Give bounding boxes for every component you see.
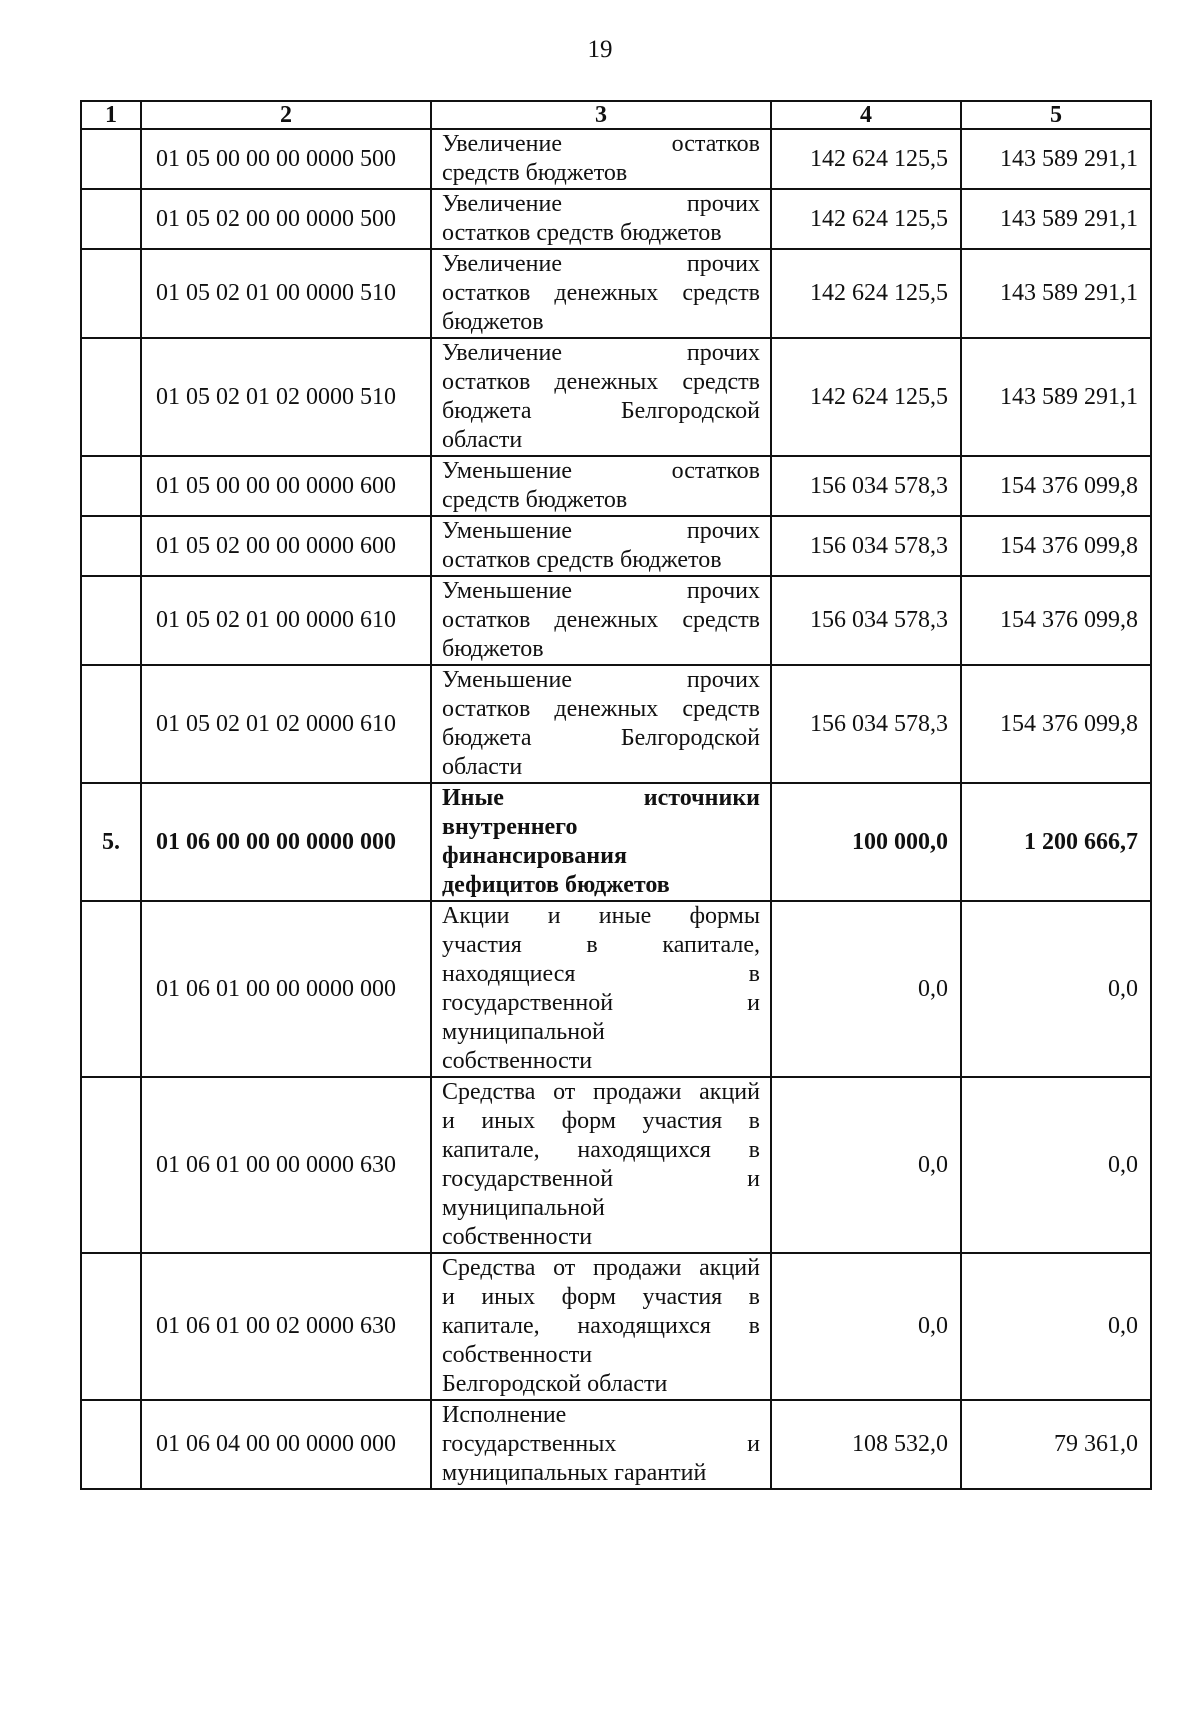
amount-col4-cell: 156 034 578,3 — [771, 456, 961, 516]
row-number-cell — [81, 516, 141, 576]
source-name-line: бюджета Белгородской — [442, 725, 760, 751]
source-name-line: области — [442, 427, 523, 453]
source-name-line: бюджетов — [442, 636, 544, 662]
source-name-line: остатков средств бюджетов — [442, 547, 722, 573]
row-number-cell — [81, 129, 141, 189]
amount-col5-cell: 79 361,0 — [961, 1400, 1151, 1489]
amount-col4-cell: 108 532,0 — [771, 1400, 961, 1489]
source-name-line: бюджетов — [442, 309, 544, 335]
table-body — [81, 129, 1151, 1489]
source-name-line: остатков денежных средств — [442, 607, 760, 633]
source-name-line: Белгородской области — [442, 1371, 668, 1397]
table-row — [81, 249, 1151, 338]
table-row — [81, 456, 1151, 516]
source-name-line: внутреннего — [442, 814, 578, 840]
row-number-cell — [81, 901, 141, 1077]
source-name-cell — [431, 189, 771, 249]
source-name-line: Средства от продажи акций — [442, 1255, 760, 1281]
source-name-cell — [431, 249, 771, 338]
source-name-line: финансирования — [442, 843, 627, 869]
source-name-line: бюджета Белгородской — [442, 398, 760, 424]
amount-col5-cell: 0,0 — [961, 901, 1151, 1077]
budget-code-cell: 01 05 02 01 02 0000 610 — [141, 665, 431, 783]
source-name-line: муниципальной — [442, 1195, 605, 1221]
budget-code-cell: 01 05 00 00 00 0000 500 — [141, 129, 431, 189]
table-row — [81, 783, 1151, 901]
table-row — [81, 576, 1151, 665]
amount-col4-cell: 142 624 125,5 — [771, 189, 961, 249]
amount-col5-cell: 0,0 — [961, 1253, 1151, 1400]
table-row — [81, 1253, 1151, 1400]
column-header-3: 3 — [431, 101, 771, 129]
source-name-line: Исполнение — [442, 1402, 567, 1428]
source-name-line: государственных и — [442, 1431, 760, 1457]
source-name-line: собственности — [442, 1342, 593, 1368]
source-name-cell — [431, 1077, 771, 1253]
page-number: 19 — [587, 36, 613, 63]
source-name-line: средств бюджетов — [442, 160, 628, 186]
budget-code-cell: 01 05 02 01 02 0000 510 — [141, 338, 431, 456]
source-name-line: Средства от продажи акций — [442, 1079, 760, 1105]
source-name-line: и иных форм участия в — [442, 1284, 760, 1310]
source-name-line: Увеличение прочих — [442, 191, 760, 217]
source-name-cell — [431, 1400, 771, 1489]
table-row — [81, 338, 1151, 456]
amount-col4-cell: 156 034 578,3 — [771, 516, 961, 576]
column-header-2: 2 — [141, 101, 431, 129]
source-name-line: Уменьшение прочих — [442, 578, 760, 604]
amount-col4-cell: 142 624 125,5 — [771, 338, 961, 456]
row-number-cell — [81, 1253, 141, 1400]
table-row — [81, 901, 1151, 1077]
amount-col4-cell: 0,0 — [771, 1077, 961, 1253]
table-row — [81, 189, 1151, 249]
source-name-cell — [431, 576, 771, 665]
source-name-line: Акции и иные формы — [442, 903, 760, 929]
budget-code-cell: 01 06 01 00 00 0000 000 — [141, 901, 431, 1077]
row-number-cell — [81, 1077, 141, 1253]
amount-col5-cell: 143 589 291,1 — [961, 189, 1151, 249]
row-number-cell: 5. — [81, 783, 141, 901]
amount-col5-cell: 143 589 291,1 — [961, 338, 1151, 456]
row-number-cell — [81, 1400, 141, 1489]
source-name-line: Уменьшение прочих — [442, 518, 760, 544]
amount-col4-cell: 0,0 — [771, 901, 961, 1077]
source-name-line: средств бюджетов — [442, 487, 628, 513]
source-name-line: Увеличение прочих — [442, 251, 760, 277]
source-name-line: участия в капитале, — [442, 932, 760, 958]
amount-col5-cell: 1 200 666,7 — [961, 783, 1151, 901]
source-name-line: капитале, находящихся в — [442, 1137, 760, 1163]
source-name-cell — [431, 338, 771, 456]
source-name-line: муниципальных гарантий — [442, 1460, 707, 1486]
row-number-cell — [81, 576, 141, 665]
row-number-cell — [81, 249, 141, 338]
budget-code-cell: 01 05 02 00 00 0000 600 — [141, 516, 431, 576]
table-row — [81, 129, 1151, 189]
source-name-line: остатков денежных средств — [442, 280, 760, 306]
table-row — [81, 516, 1151, 576]
amount-col5-cell: 154 376 099,8 — [961, 665, 1151, 783]
source-name-line: собственности — [442, 1224, 593, 1250]
budget-sources-table — [80, 100, 1152, 1490]
amount-col5-cell: 154 376 099,8 — [961, 456, 1151, 516]
source-name-line: Уменьшение прочих — [442, 667, 760, 693]
source-name-line: Уменьшение остатков — [442, 458, 760, 484]
budget-code-cell: 01 06 04 00 00 0000 000 — [141, 1400, 431, 1489]
source-name-cell — [431, 129, 771, 189]
row-number-cell — [81, 456, 141, 516]
budget-code-cell: 01 05 00 00 00 0000 600 — [141, 456, 431, 516]
source-name-line: дефицитов бюджетов — [442, 872, 670, 898]
amount-col5-cell: 143 589 291,1 — [961, 249, 1151, 338]
source-name-line: Увеличение остатков — [442, 131, 760, 157]
source-name-line: остатков денежных средств — [442, 369, 760, 395]
source-name-line: капитале, находящихся в — [442, 1313, 760, 1339]
column-header-1: 1 — [81, 101, 141, 129]
column-header-4: 4 — [771, 101, 961, 129]
amount-col4-cell: 142 624 125,5 — [771, 129, 961, 189]
source-name-cell — [431, 783, 771, 901]
source-name-line: и иных форм участия в — [442, 1108, 760, 1134]
table-row — [81, 1400, 1151, 1489]
budget-code-cell: 01 05 02 00 00 0000 500 — [141, 189, 431, 249]
source-name-cell — [431, 516, 771, 576]
source-name-line: остатков денежных средств — [442, 696, 760, 722]
source-name-cell — [431, 456, 771, 516]
amount-col4-cell: 0,0 — [771, 1253, 961, 1400]
budget-code-cell: 01 06 01 00 02 0000 630 — [141, 1253, 431, 1400]
row-number-cell — [81, 665, 141, 783]
table-row — [81, 1077, 1151, 1253]
source-name-cell — [431, 665, 771, 783]
source-name-line: Увеличение прочих — [442, 340, 760, 366]
source-name-cell — [431, 1253, 771, 1400]
budget-code-cell: 01 05 02 01 00 0000 510 — [141, 249, 431, 338]
table-header-row — [81, 101, 1151, 129]
row-number-cell — [81, 338, 141, 456]
amount-col4-cell: 156 034 578,3 — [771, 665, 961, 783]
source-name-line: собственности — [442, 1048, 593, 1074]
column-header-5: 5 — [961, 101, 1151, 129]
row-number-cell — [81, 189, 141, 249]
amount-col5-cell: 143 589 291,1 — [961, 129, 1151, 189]
source-name-cell — [431, 901, 771, 1077]
source-name-line: муниципальной — [442, 1019, 605, 1045]
source-name-line: государственной и — [442, 990, 760, 1016]
source-name-line: государственной и — [442, 1166, 760, 1192]
budget-code-cell: 01 06 01 00 00 0000 630 — [141, 1077, 431, 1253]
source-name-line: области — [442, 754, 523, 780]
source-name-line: находящиеся в — [442, 961, 760, 987]
amount-col5-cell: 154 376 099,8 — [961, 576, 1151, 665]
amount-col4-cell: 156 034 578,3 — [771, 576, 961, 665]
table-row — [81, 665, 1151, 783]
budget-code-cell: 01 06 00 00 00 0000 000 — [141, 783, 431, 901]
amount-col4-cell: 142 624 125,5 — [771, 249, 961, 338]
budget-code-cell: 01 05 02 01 00 0000 610 — [141, 576, 431, 665]
source-name-line: остатков средств бюджетов — [442, 220, 722, 246]
amount-col5-cell: 154 376 099,8 — [961, 516, 1151, 576]
amount-col4-cell: 100 000,0 — [771, 783, 961, 901]
amount-col5-cell: 0,0 — [961, 1077, 1151, 1253]
source-name-line: Иные источники — [442, 785, 760, 811]
